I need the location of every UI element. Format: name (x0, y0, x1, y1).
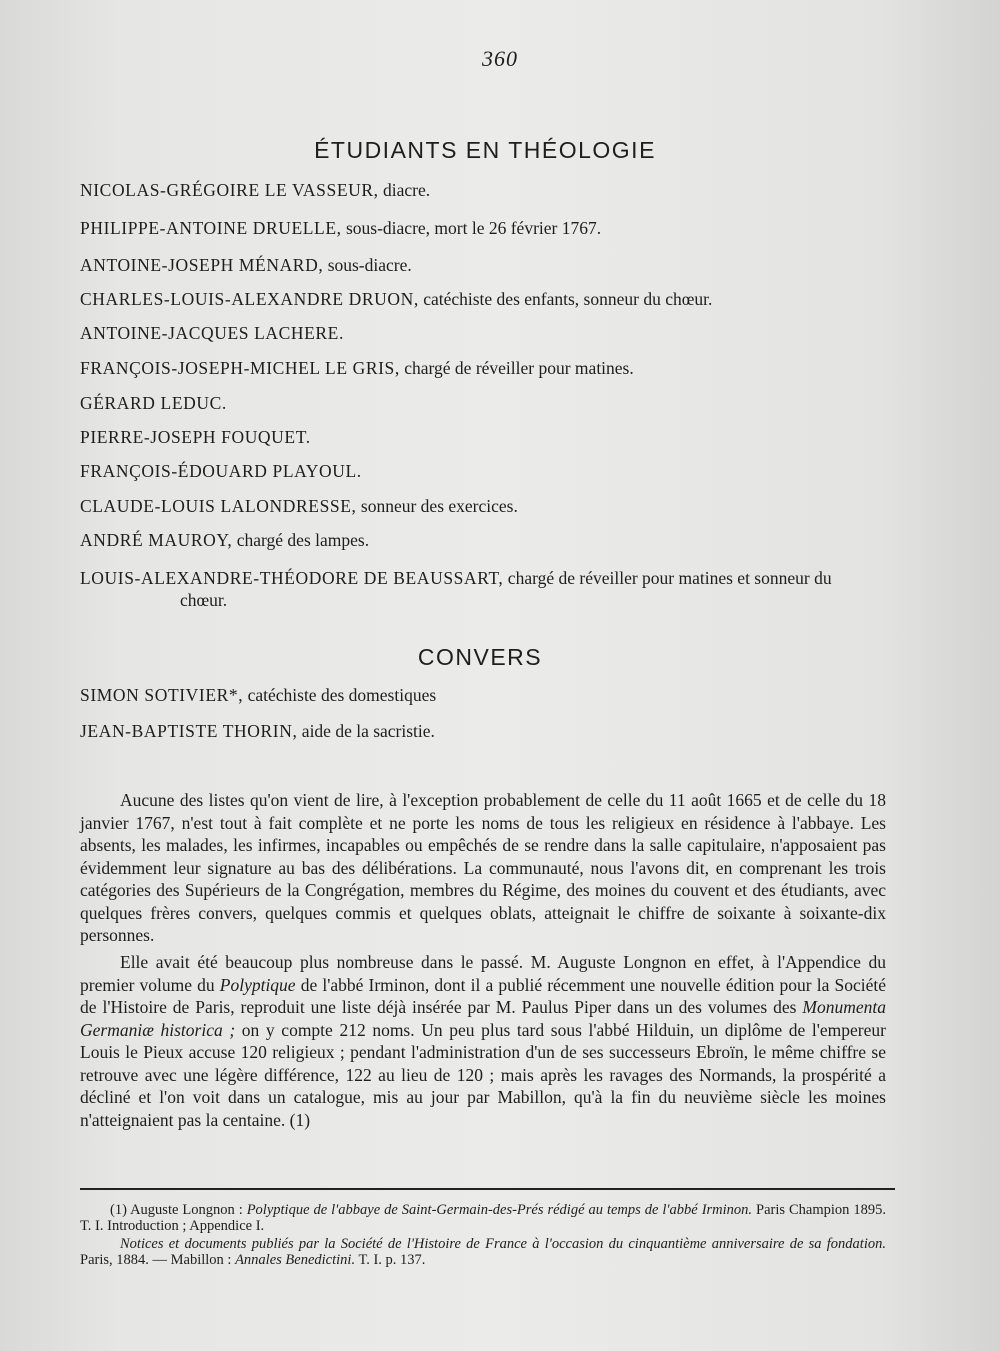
entry-role: aide de la sacristie. (297, 721, 435, 741)
list-item (80, 495, 518, 517)
paragraph-text: de l'abbé Irminon, dont il a publié récemment une nouvelle édition pour la Société de l'Histoire de Paris, reproduit une liste déjà insérée par M. Paulus Piper dans un des volumes des (80, 974, 886, 1017)
list-item (80, 426, 311, 448)
entry-role: catéchiste des domestiques (243, 685, 437, 705)
entry-role-continuation: chœur. (180, 590, 228, 610)
paragraph-italic-title: Polyptique (219, 974, 296, 995)
entry-name: ANDRÉ MAUROY, (80, 530, 233, 550)
list-item (80, 460, 362, 482)
section-heading-etudiants: ÉTUDIANTS EN THÉOLOGIE (314, 137, 656, 163)
footnote-divider (80, 1188, 895, 1190)
list-item (80, 529, 369, 551)
entry-name: SIMON SOTIVIER*, (80, 685, 244, 705)
footnote-italic: Annales Benedictini. (235, 1252, 356, 1268)
list-item (80, 567, 890, 611)
footnote-text: Paris Champion 1895. T. I. Introduction ; Appendice I. (80, 1202, 886, 1234)
paragraph-italic-title: Monumenta Germaniæ historica ; (80, 997, 886, 1040)
footnote-text: Paris, 1884. — Mabillon : (80, 1252, 236, 1268)
entry-name: ANTOINE-JACQUES LACHERE. (80, 323, 344, 343)
entry-name: LOUIS-ALEXANDRE-THÉODORE DE BEAUSSART, (80, 568, 504, 588)
entry-name: GÉRARD LEDUC. (80, 393, 227, 413)
entry-role: catéchiste des enfants, sonneur du chœur. (418, 289, 713, 309)
entry-name: PHILIPPE-ANTOINE DRUELLE, (80, 218, 342, 238)
entry-role: diacre. (378, 180, 431, 200)
list-item (80, 288, 712, 310)
paragraph-text: Elle avait été beaucoup plus nombreuse dans le passé. M. Auguste Longnon en effet, à l'Appendice du premier volume du (80, 952, 886, 995)
entry-role: chargé des lampes. (232, 530, 370, 550)
list-item (80, 322, 344, 344)
list-item (80, 217, 601, 239)
entry-role: sous-diacre. (323, 255, 412, 275)
footnote-2 (80, 1236, 886, 1268)
entry-name: PIERRE-JOSEPH FOUQUET. (80, 427, 311, 447)
paragraph-text: on y compte 212 noms. Un peu plus tard sous l'abbé Hilduin, un diplôme de l'empereur Louis le Pieux accuse 120 religieux ; pendant l'administration d'un de ses successeurs Ebroïn, le même chiffre se retrouve avec une légère différence, 122 au lieu de 120 ; mais après les ravages des Normands, la prospérité a décliné et l'on voit dans un catalogue, mis au jour par Mabillon, qu'à la fin du neuvième siècle les moines n'atteignaient pas la centaine. (1) (80, 1019, 886, 1130)
footnote-1 (80, 1202, 886, 1234)
footnote-italic: Notices et documents publiés par la Société de l'Histoire de France à l'occasion du cinquantième anniversaire de sa fondation. (120, 1236, 886, 1252)
body-paragraph-1: Aucune des listes qu'on vient de lire, à l'exception probablement de celle du 11 août 1665 et de celle du 18 janvier 1767, n'est tout à fait complète et ne porte les noms de tous les religieux en résidence à l'abbaye. Les absents, les malades, les infirmes, incapables ou empêchés de se rendre dans la salle capitulaire, n'apposaient pas évidemment leur signature au bas des délibérations. La communauté, nous l'avons dit, en comprenant les trois catégories des Supérieurs de la Congrégation, membres du Régime, des moines du couvent et des étudiants, avec quelques frères convers, quelques commis et quelques oblats, atteignait le chiffre de soixante à soixante-dix personnes. (80, 790, 886, 945)
entry-name: JEAN-BAPTISTE THORIN, (80, 721, 298, 741)
footnote-text: T. I. p. 137. (355, 1252, 426, 1268)
body-paragraph-2 (80, 951, 886, 1131)
entry-name: CHARLES-LOUIS-ALEXANDRE DRUON, (80, 289, 419, 309)
entry-name: NICOLAS-GRÉGOIRE LE VASSEUR, (80, 180, 379, 200)
list-item (80, 179, 430, 201)
list-item (80, 720, 435, 742)
list-item (80, 254, 412, 276)
entry-role: sonneur des exercices. (356, 496, 518, 516)
section-heading-convers: CONVERS (417, 644, 543, 670)
footnote-italic: Polyptique de l'abbaye de Saint-Germain-des-Prés rédigé au temps de l'abbé Irminon. (246, 1202, 753, 1218)
list-item (80, 684, 436, 706)
entry-name: ANTOINE-JOSEPH MÉNARD, (80, 255, 324, 275)
page-number: 360 (482, 46, 518, 71)
footnote-text: (1) Auguste Longnon : (110, 1202, 247, 1218)
entry-role: chargé de réveiller pour matines. (399, 358, 634, 378)
entry-name: CLAUDE-LOUIS LALONDRESSE, (80, 496, 357, 516)
list-item (80, 392, 227, 414)
list-item (80, 357, 634, 379)
entry-role: sous-diacre, mort le 26 février 1767. (341, 218, 602, 238)
entry-name: FRANÇOIS-JOSEPH-MICHEL LE GRIS, (80, 358, 400, 378)
entry-role: chargé de réveiller pour matines et sonneur du (503, 568, 832, 588)
entry-name: FRANÇOIS-ÉDOUARD PLAYOUL. (80, 461, 362, 481)
